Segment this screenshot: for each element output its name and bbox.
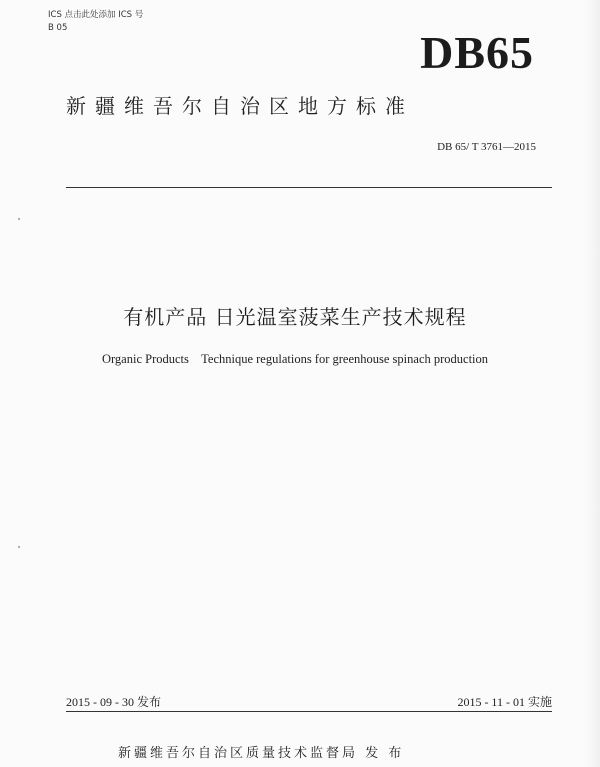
standard-category-title: 新疆维吾尔自治区地方标准 xyxy=(66,94,414,118)
effective-date: 2015 - 11 - 01 实施 xyxy=(457,695,552,709)
scan-speck xyxy=(18,546,20,548)
standard-code-logo: DB65 xyxy=(420,27,534,78)
release-date: 2015 - 09 - 30 发布 xyxy=(66,695,161,709)
document-title-cn: 有机产品 日光温室菠菜生产技术规程 xyxy=(123,305,467,329)
classification-code: B 05 xyxy=(48,23,68,33)
top-divider xyxy=(66,187,552,188)
scan-speck xyxy=(18,218,20,220)
issuing-authority: 新疆维吾尔自治区质量技术监督局 发 布 xyxy=(118,746,405,761)
scan-edge-shadow xyxy=(586,0,600,767)
standard-number: DB 65/ T 3761—2015 xyxy=(437,141,536,153)
document-title-en: Organic Products Technique regulations for greenhouse spinach production xyxy=(101,352,489,366)
bottom-divider xyxy=(66,711,552,712)
ics-line: ICS 点击此处添加 ICS 号 xyxy=(48,10,144,20)
